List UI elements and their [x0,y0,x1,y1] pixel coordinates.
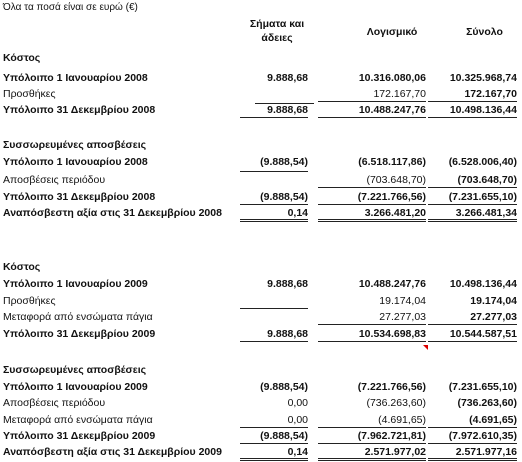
divider [255,103,314,104]
table-row [0,154,522,170]
section-title: Κόστος [3,52,41,64]
column-header-trademarks [246,17,308,45]
cell-total: (703.648,70) [428,172,517,188]
currency-note: Όλα τα ποσά είναι σε ευρώ (€) [3,2,138,13]
table-row [0,412,522,428]
row-label: Αναπόσβεστη αξία στις 31 Δεκεμβρίου 2008 [3,207,222,219]
row-label: Αναπόσβεστη αξία στις 31 Δεκεμβρίου 2009 [3,446,222,458]
section-title-cost-2009 [0,259,522,275]
table-row [0,326,522,342]
section-title: Συσσωρευμένες αποσβέσεις [3,139,147,151]
cell-software: (736.263,60) [366,397,426,409]
cell-trademarks: (9.888,54) [260,381,308,393]
row-label: Υπόλοιπο 31 Δεκεμβρίου 2009 [3,328,156,340]
section-title-depreciation-2009 [0,362,522,378]
section-title-cost-2008 [0,50,522,66]
cell-software: (7.962.721,81) [318,428,426,444]
row-label: Προσθήκες [3,295,56,307]
cell-trademarks: 9.888,68 [240,102,308,118]
comment-marker-icon [423,345,428,350]
cell-total: (4.691,65) [428,412,517,428]
row-label: Υπόλοιπο 1 Ιανουαρίου 2009 [3,278,148,290]
cell-software: (7.221.766,56) [318,189,426,205]
cell-software: 10.534.698,83 [318,326,426,342]
cell-software: 3.266.481,20 [318,205,426,221]
cell-software: 10.316.080,06 [358,72,426,84]
table-row [0,276,522,292]
table-row [0,395,522,411]
cell-software: 172.167,70 [318,86,426,102]
cell-total: (6.528.006,40) [448,156,517,168]
column-header-trademarks-line2: άδειες [261,32,293,44]
cell-software: 19.174,04 [379,295,426,307]
column-header-total: Σύνολο [466,26,503,38]
cell-total: (7.972.610,35) [428,428,517,444]
table-row [0,428,522,444]
cell-trademarks: (9.888,54) [260,156,308,168]
table-row [0,309,522,325]
cell-trademarks: 0,14 [240,444,308,460]
table-row [0,86,522,102]
cell-software: (7.221.766,56) [357,381,426,393]
table-row [0,172,522,188]
cell-software: 10.488.247,76 [318,102,426,118]
row-label: Αποσβέσεις περιόδου [3,397,106,409]
cell-software: (703.648,70) [318,172,426,188]
cell-total: 19.174,04 [470,295,517,307]
cell-total: (736.263,60) [457,397,517,409]
cell-trademarks: 9.888,68 [267,72,308,84]
cell-total: 10.544.587,51 [428,326,517,342]
row-label: Υπόλοιπο 31 Δεκεμβρίου 2008 [3,191,156,203]
cell-trademarks: 0,00 [240,412,308,428]
row-label: Υπόλοιπο 1 Ιανουαρίου 2008 [3,156,148,168]
row-label: Μεταφορά από ενσώματα πάγια [3,311,153,323]
row-label: Υπόλοιπο 31 Δεκεμβρίου 2008 [3,104,156,116]
section-title: Συσσωρευμένες αποσβέσεις [3,364,147,376]
row-label: Μεταφορά από ενσώματα πάγια [3,414,153,426]
cell-total: 10.325.968,74 [449,72,517,84]
cell-total: 10.498.136,44 [428,102,517,118]
cell-trademarks: (9.888,54) [240,189,308,205]
cell-total: 172.167,70 [428,86,517,102]
table-row [0,102,522,118]
table-row [0,379,522,395]
table-row [0,444,522,460]
cell-total: (7.231.655,10) [428,189,517,205]
cell-trademarks: 9.888,68 [267,278,308,290]
row-label: Υπόλοιπο 1 Ιανουαρίου 2009 [3,381,148,393]
cell-total: 3.266.481,34 [428,205,517,221]
cell-software: 10.488.247,76 [358,278,426,290]
cell-trademarks: (9.888,54) [240,428,308,444]
cell-software: 2.571.977,02 [318,444,426,460]
section-title: Κόστος [3,261,41,273]
cell-total: 10.498.136,44 [449,278,517,290]
section-title-depreciation-2008 [0,137,522,153]
table-row [0,189,522,205]
cell-total: (7.231.655,10) [448,381,517,393]
cell-trademarks: 0,00 [287,397,308,409]
row-label: Προσθήκες [3,88,56,100]
column-header-trademarks-line1: Σήματα και [249,18,305,30]
cell-software: (4.691,65) [318,412,426,428]
row-label: Υπόλοιπο 31 Δεκεμβρίου 2009 [3,430,156,442]
row-label: Αποσβέσεις περιόδου [3,174,106,186]
cell-total: 2.571.977,16 [428,444,517,460]
column-header-software: Λογισμικό [366,26,418,38]
cell-software: 27.277,03 [318,309,426,325]
table-row [0,293,522,309]
cell-total: 27.277,03 [428,309,517,325]
row-label: Υπόλοιπο 1 Ιανουαρίου 2008 [3,72,148,84]
cell-trademarks: 0,14 [240,205,308,221]
cell-trademarks: 9.888,68 [240,326,308,342]
table-row [0,205,522,221]
cell-software: (6.518.117,86) [358,156,426,168]
table-row [0,70,522,86]
